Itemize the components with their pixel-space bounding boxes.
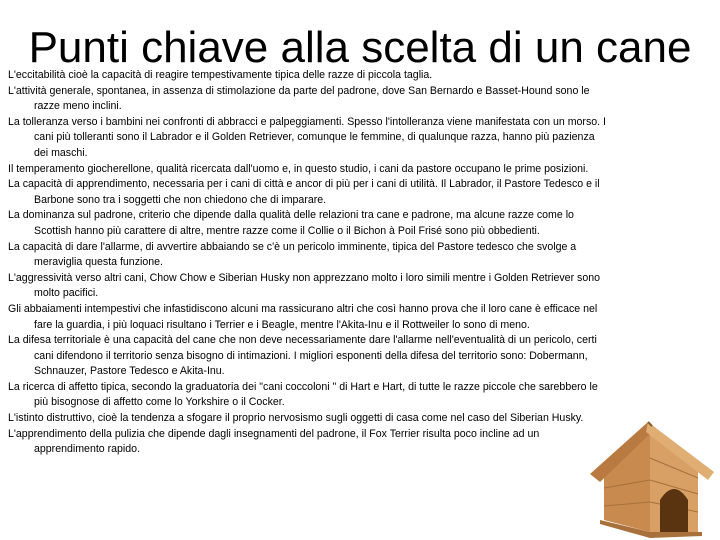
list-item: L'aggressività verso altri cani, Chow Chow e Siberian Husky non apprezzano molto i loro simili mentre i Golden Retriever sono molto pacifici. — [8, 271, 601, 300]
list-item: La ricerca di affetto tipica, secondo la graduatoria dei "cani coccoloni " di Hart e Hart, di tutte le razze piccole che sarebbero le più bisognose di affetto come lo Yorkshire o il Cocker. — [8, 380, 598, 409]
list-item: L'apprendimento della pulizia che dipende dagli insegnamenti del padrone, il Fox Terrier risulta poco incline ad un apprendimento rapido. — [8, 427, 540, 456]
list-item: La capacità di dare l'allarme, di avvertire abbaiando se c'è un pericolo imminente, tipica del Pastore tedesco che svolge a meraviglia questa funzione. — [8, 240, 577, 269]
list-item: Gli abbaiamenti intempestivi che infastidiscono alcuni ma rassicurano altri che così hanno prova che il loro cane è efficace nel fare la guardia, i più loquaci risultano i Terrier e i Beagle, mentre l'Akita-Inu e il Rottweiler lo sono di meno. — [8, 302, 598, 331]
list-item: Il temperamento giocherellone, qualità ricercata dall'uomo e, in questo studio, i cani da pastore occupano le prime posizioni. — [8, 162, 589, 175]
list-item: La capacità di apprendimento, necessaria per i cani di città e ancor di più per i cani di utilità. Il Labrador, il Pastore Tedesco e il Barbone sono tra i soggetti che non chiedono che di imparare. — [8, 178, 600, 206]
doghouse-icon — [586, 408, 720, 540]
list-item: La difesa territoriale è una capacità del cane che non deve necessariamente dare l'allarme nell'eventualità di un pericolo, certi cani difendono il territorio senza bisogno di intimazioni. I migliori esponenti della difesa del territorio sono: Dobermann, Schnauzer, Pastore Tedesco e Akita-Inu. — [8, 334, 597, 378]
list-item: L'istinto distruttivo, cioè la tendenza a sfogare il proprio nervosismo sugli oggetti di casa come nel caso del Siberian Husky. — [8, 412, 584, 425]
list-item: L'eccitabilità cioè la capacità di reagire tempestivamente tipica delle razze di piccola taglia. — [8, 69, 433, 81]
list-item: La dominanza sul padrone, criterio che dipende dalla qualità delle relazioni tra cane e padrone, ma alcune razze come lo Scottish hanno più carattere di altre, mentre razze come il Collie o il Bichon à Poil Frisé sono più obbedienti. — [8, 209, 574, 237]
key-points-list — [8, 68, 608, 458]
list-item: La tolleranza verso i bambini nei confronti di abbracci e palpeggiamenti. Spesso l'intolleranza viene manifestata con un morso. I cani più tolleranti sono il Labrador e il Golden Retriever, comunque le femmine, di qualunque razza, hanno più pazienza dei maschi. — [8, 115, 606, 159]
list-item: L'attività generale, spontanea, in assenza di stimolazione da parte del padrone, dove San Bernardo e Basset-Hound sono le razze meno inclini. — [8, 84, 590, 113]
slide-title: Punti chiave alla scelta di un cane — [28, 23, 692, 72]
